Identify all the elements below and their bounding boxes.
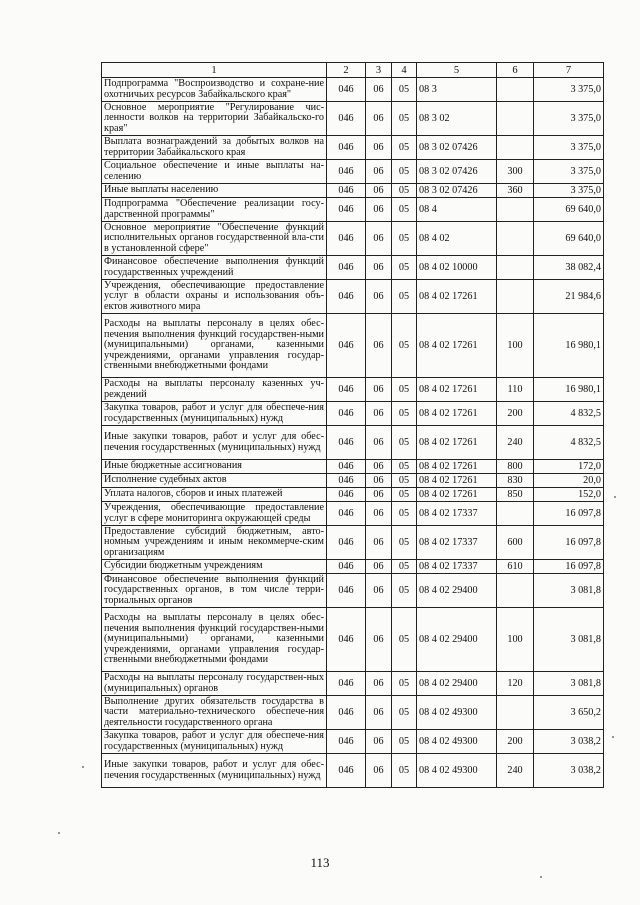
- table-row: [102, 102, 604, 136]
- target-article-cell: 08 4 02: [417, 222, 497, 256]
- amount-cell: 16 980,1: [534, 314, 604, 378]
- subsection-code-cell: 05: [392, 488, 417, 502]
- ministry-code-cell: 046: [327, 608, 366, 672]
- subsection-code-cell: 05: [392, 314, 417, 378]
- table-row: [102, 184, 604, 198]
- subsection-code-cell: 05: [392, 560, 417, 574]
- ministry-code-cell: 046: [327, 426, 366, 460]
- amount-cell: 3 081,8: [534, 574, 604, 608]
- table-row: [102, 314, 604, 378]
- table-row: [102, 222, 604, 256]
- budget-table: [101, 62, 604, 788]
- target-article-cell: 08 4 02 17261: [417, 460, 497, 474]
- amount-cell: 3 375,0: [534, 160, 604, 184]
- column-header: 7: [534, 63, 604, 78]
- ministry-code-cell: 046: [327, 754, 366, 788]
- ministry-code-cell: 046: [327, 160, 366, 184]
- table-row: [102, 488, 604, 502]
- amount-cell: 3 081,8: [534, 672, 604, 696]
- row-name-cell: Финансовое обеспечение выполнения функций государственных учреждений: [102, 256, 327, 280]
- ministry-code-cell: 046: [327, 696, 366, 730]
- table-row: [102, 256, 604, 280]
- amount-cell: 69 640,0: [534, 198, 604, 222]
- amount-cell: 38 082,4: [534, 256, 604, 280]
- expense-type-cell: 850: [497, 488, 534, 502]
- amount-cell: 4 832,5: [534, 426, 604, 460]
- section-code-cell: 06: [366, 198, 392, 222]
- table-row: [102, 378, 604, 402]
- column-header: 4: [392, 63, 417, 78]
- subsection-code-cell: 05: [392, 754, 417, 788]
- expense-type-cell: [497, 102, 534, 136]
- amount-cell: 3 650,2: [534, 696, 604, 730]
- row-name-cell: Социальное обеспечение и иные выплаты на-селению: [102, 160, 327, 184]
- target-article-cell: 08 4 02 29400: [417, 672, 497, 696]
- target-article-cell: 08 4 02 10000: [417, 256, 497, 280]
- section-code-cell: 06: [366, 672, 392, 696]
- scan-speck: [612, 736, 614, 738]
- subsection-code-cell: 05: [392, 460, 417, 474]
- amount-cell: 3 375,0: [534, 136, 604, 160]
- row-name-cell: Финансовое обеспечение выполнения функций государственных органов, в том числе терри-ториальных органов: [102, 574, 327, 608]
- expense-type-cell: [497, 78, 534, 102]
- subsection-code-cell: 05: [392, 160, 417, 184]
- ministry-code-cell: 046: [327, 78, 366, 102]
- expense-type-cell: 120: [497, 672, 534, 696]
- subsection-code-cell: 05: [392, 256, 417, 280]
- section-code-cell: 06: [366, 754, 392, 788]
- expense-type-cell: 100: [497, 608, 534, 672]
- expense-type-cell: 830: [497, 474, 534, 488]
- table-row: [102, 502, 604, 526]
- table-row: [102, 78, 604, 102]
- row-name-cell: Подпрограмма "Обеспечение реализации госу-дарственной программы": [102, 198, 327, 222]
- section-code-cell: 06: [366, 474, 392, 488]
- row-name-cell: Иные закупки товаров, работ и услуг для обес-печения государственных (муниципальных) нужд: [102, 426, 327, 460]
- ministry-code-cell: 046: [327, 102, 366, 136]
- section-code-cell: 06: [366, 256, 392, 280]
- ministry-code-cell: 046: [327, 256, 366, 280]
- row-name-cell: Расходы на выплаты персоналу казенных уч-реждений: [102, 378, 327, 402]
- expense-type-cell: [497, 696, 534, 730]
- page-number: 113: [310, 855, 330, 870]
- section-code-cell: 06: [366, 574, 392, 608]
- ministry-code-cell: 046: [327, 136, 366, 160]
- ministry-code-cell: 046: [327, 460, 366, 474]
- expense-type-cell: 800: [497, 460, 534, 474]
- ministry-code-cell: 046: [327, 488, 366, 502]
- subsection-code-cell: 05: [392, 78, 417, 102]
- section-code-cell: 06: [366, 314, 392, 378]
- target-article-cell: 08 3 02 07426: [417, 160, 497, 184]
- subsection-code-cell: 05: [392, 526, 417, 560]
- column-header: 1: [102, 63, 327, 78]
- target-article-cell: 08 4 02 17261: [417, 426, 497, 460]
- section-code-cell: 06: [366, 402, 392, 426]
- expense-type-cell: 240: [497, 754, 534, 788]
- row-name-cell: Учреждения, обеспечивающие предоставление услуг в сфере мониторинга окружающей среды: [102, 502, 327, 526]
- amount-cell: 20,0: [534, 474, 604, 488]
- target-article-cell: 08 4 02 49300: [417, 754, 497, 788]
- subsection-code-cell: 05: [392, 672, 417, 696]
- section-code-cell: 06: [366, 184, 392, 198]
- amount-cell: 152,0: [534, 488, 604, 502]
- expense-type-cell: 600: [497, 526, 534, 560]
- column-header: 3: [366, 63, 392, 78]
- section-code-cell: 06: [366, 608, 392, 672]
- expense-type-cell: 240: [497, 426, 534, 460]
- amount-cell: 3 375,0: [534, 184, 604, 198]
- table-row: [102, 160, 604, 184]
- section-code-cell: 06: [366, 222, 392, 256]
- table-row: [102, 402, 604, 426]
- amount-cell: 3 038,2: [534, 730, 604, 754]
- table-row: [102, 608, 604, 672]
- ministry-code-cell: 046: [327, 222, 366, 256]
- section-code-cell: 06: [366, 526, 392, 560]
- row-name-cell: Исполнение судебных актов: [102, 474, 327, 488]
- row-name-cell: Субсидии бюджетным учреждениям: [102, 560, 327, 574]
- row-name-cell: Основное мероприятие "Обеспечение функций исполнительных органов государственной вла-сти в установленной сфере": [102, 222, 327, 256]
- section-code-cell: 06: [366, 560, 392, 574]
- subsection-code-cell: 05: [392, 574, 417, 608]
- target-article-cell: 08 4: [417, 198, 497, 222]
- ministry-code-cell: 046: [327, 672, 366, 696]
- subsection-code-cell: 05: [392, 426, 417, 460]
- ministry-code-cell: 046: [327, 474, 366, 488]
- row-name-cell: Иные выплаты населению: [102, 184, 327, 198]
- expense-type-cell: [497, 574, 534, 608]
- table-header-row: [102, 63, 604, 78]
- expense-type-cell: [497, 256, 534, 280]
- scan-speck: [58, 832, 60, 834]
- amount-cell: 4 832,5: [534, 402, 604, 426]
- subsection-code-cell: 05: [392, 474, 417, 488]
- table-row: [102, 730, 604, 754]
- scan-speck: [540, 876, 542, 878]
- table-row: [102, 560, 604, 574]
- table-row: [102, 672, 604, 696]
- target-article-cell: 08 4 02 17261: [417, 314, 497, 378]
- ministry-code-cell: 046: [327, 730, 366, 754]
- section-code-cell: 06: [366, 160, 392, 184]
- expense-type-cell: 610: [497, 560, 534, 574]
- row-name-cell: Уплата налогов, сборов и иных платежей: [102, 488, 327, 502]
- row-name-cell: Расходы на выплаты персоналу государствен-ных (муниципальных) органов: [102, 672, 327, 696]
- section-code-cell: 06: [366, 136, 392, 160]
- target-article-cell: 08 4 02 49300: [417, 730, 497, 754]
- expense-type-cell: [497, 136, 534, 160]
- row-name-cell: Предоставление субсидий бюджетным, авто-номным учреждениям и иным некоммерче-ским организациям: [102, 526, 327, 560]
- amount-cell: 172,0: [534, 460, 604, 474]
- row-name-cell: Закупка товаров, работ и услуг для обеспече-ния государственных (муниципальных) нужд: [102, 730, 327, 754]
- target-article-cell: 08 4 02 49300: [417, 696, 497, 730]
- row-name-cell: Закупка товаров, работ и услуг для обеспече-ния государственных (муниципальных) нужд: [102, 402, 327, 426]
- row-name-cell: Иные закупки товаров, работ и услуг для обес-печения государственных (муниципальных) нужд: [102, 754, 327, 788]
- expense-type-cell: 200: [497, 730, 534, 754]
- subsection-code-cell: 05: [392, 198, 417, 222]
- row-name-cell: Основное мероприятие "Регулирование чис-ленности волков на территории Забайкальско-го края": [102, 102, 327, 136]
- row-name-cell: Расходы на выплаты персоналу в целях обес-печения выполнения функций государствен-ными (муниципальными) органами, казенными учреждениями, органами управления государ-ственными внебюджетными фондами: [102, 314, 327, 378]
- section-code-cell: 06: [366, 102, 392, 136]
- section-code-cell: 06: [366, 730, 392, 754]
- ministry-code-cell: 046: [327, 526, 366, 560]
- amount-cell: 16 097,8: [534, 560, 604, 574]
- row-name-cell: Расходы на выплаты персоналу в целях обес-печения выполнения функций государствен-ными (муниципальными) органами, казенными учреждениями, органами управления государ-ственными внебюджетными фондами: [102, 608, 327, 672]
- amount-cell: 16 980,1: [534, 378, 604, 402]
- expense-type-cell: 200: [497, 402, 534, 426]
- table-row: [102, 574, 604, 608]
- target-article-cell: 08 3 02 07426: [417, 184, 497, 198]
- amount-cell: 3 375,0: [534, 102, 604, 136]
- target-article-cell: 08 4 02 17337: [417, 502, 497, 526]
- amount-cell: 16 097,8: [534, 526, 604, 560]
- expense-type-cell: 360: [497, 184, 534, 198]
- subsection-code-cell: 05: [392, 184, 417, 198]
- amount-cell: 3 081,8: [534, 608, 604, 672]
- table-row: [102, 426, 604, 460]
- ministry-code-cell: 046: [327, 560, 366, 574]
- ministry-code-cell: 046: [327, 280, 366, 314]
- amount-cell: 3 038,2: [534, 754, 604, 788]
- table-row: [102, 280, 604, 314]
- target-article-cell: 08 4 02 17261: [417, 474, 497, 488]
- ministry-code-cell: 046: [327, 502, 366, 526]
- section-code-cell: 06: [366, 378, 392, 402]
- table-row: [102, 198, 604, 222]
- amount-cell: 21 984,6: [534, 280, 604, 314]
- section-code-cell: 06: [366, 460, 392, 474]
- ministry-code-cell: 046: [327, 402, 366, 426]
- subsection-code-cell: 05: [392, 696, 417, 730]
- ministry-code-cell: 046: [327, 378, 366, 402]
- row-name-cell: Выплата вознаграждений за добытых волков на территории Забайкальского края: [102, 136, 327, 160]
- subsection-code-cell: 05: [392, 608, 417, 672]
- scan-speck: [82, 766, 84, 768]
- table-row: [102, 754, 604, 788]
- target-article-cell: 08 4 02 17261: [417, 378, 497, 402]
- row-name-cell: Выполнение других обязательств государства в части материально-технического обеспече-ния деятельности государственного органа: [102, 696, 327, 730]
- table-row: [102, 474, 604, 488]
- column-header: 6: [497, 63, 534, 78]
- table-row: [102, 460, 604, 474]
- table-row: [102, 696, 604, 730]
- expense-type-cell: [497, 222, 534, 256]
- amount-cell: 16 097,8: [534, 502, 604, 526]
- expense-type-cell: 110: [497, 378, 534, 402]
- amount-cell: 69 640,0: [534, 222, 604, 256]
- ministry-code-cell: 046: [327, 184, 366, 198]
- subsection-code-cell: 05: [392, 402, 417, 426]
- subsection-code-cell: 05: [392, 102, 417, 136]
- target-article-cell: 08 4 02 17337: [417, 560, 497, 574]
- subsection-code-cell: 05: [392, 280, 417, 314]
- column-header: 5: [417, 63, 497, 78]
- expense-type-cell: 100: [497, 314, 534, 378]
- row-name-cell: Подпрограмма "Воспроизводство и сохране-ние охотничьих ресурсов Забайкальского края": [102, 78, 327, 102]
- amount-cell: 3 375,0: [534, 78, 604, 102]
- column-header: 2: [327, 63, 366, 78]
- table-body: [102, 78, 604, 788]
- scan-speck: [614, 496, 616, 498]
- target-article-cell: 08 4 02 17261: [417, 488, 497, 502]
- expense-type-cell: 300: [497, 160, 534, 184]
- table-row: [102, 526, 604, 560]
- target-article-cell: 08 3: [417, 78, 497, 102]
- expense-type-cell: [497, 280, 534, 314]
- target-article-cell: 08 4 02 17337: [417, 526, 497, 560]
- table-row: [102, 136, 604, 160]
- section-code-cell: 06: [366, 280, 392, 314]
- subsection-code-cell: 05: [392, 378, 417, 402]
- section-code-cell: 06: [366, 426, 392, 460]
- target-article-cell: 08 4 02 17261: [417, 280, 497, 314]
- subsection-code-cell: 05: [392, 222, 417, 256]
- expense-type-cell: [497, 502, 534, 526]
- ministry-code-cell: 046: [327, 574, 366, 608]
- expense-type-cell: [497, 198, 534, 222]
- subsection-code-cell: 05: [392, 136, 417, 160]
- target-article-cell: 08 4 02 17261: [417, 402, 497, 426]
- target-article-cell: 08 4 02 29400: [417, 574, 497, 608]
- subsection-code-cell: 05: [392, 730, 417, 754]
- target-article-cell: 08 3 02: [417, 102, 497, 136]
- target-article-cell: 08 3 02 07426: [417, 136, 497, 160]
- section-code-cell: 06: [366, 78, 392, 102]
- ministry-code-cell: 046: [327, 198, 366, 222]
- row-name-cell: Учреждения, обеспечивающие предоставление услуг в области охраны и использования объ-ектов животного мира: [102, 280, 327, 314]
- target-article-cell: 08 4 02 29400: [417, 608, 497, 672]
- subsection-code-cell: 05: [392, 502, 417, 526]
- ministry-code-cell: 046: [327, 314, 366, 378]
- row-name-cell: Иные бюджетные ассигнования: [102, 460, 327, 474]
- section-code-cell: 06: [366, 502, 392, 526]
- section-code-cell: 06: [366, 696, 392, 730]
- section-code-cell: 06: [366, 488, 392, 502]
